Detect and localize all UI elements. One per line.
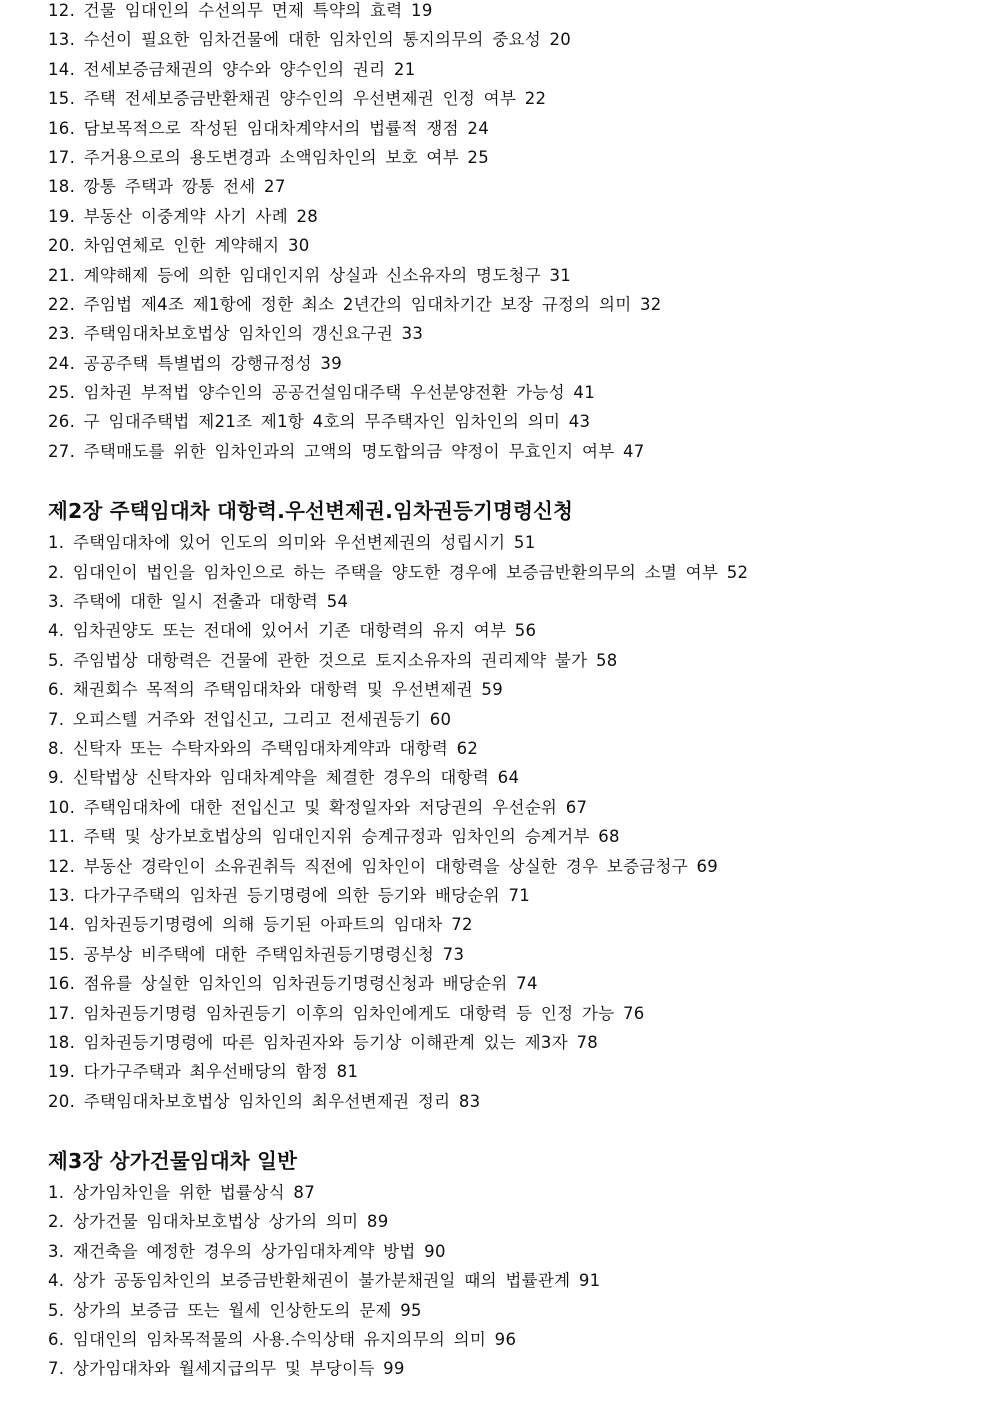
toc-item: 9. 신탁법상 신탁자와 임대차계약을 체결한 경우의 대항력 64 bbox=[48, 768, 520, 788]
toc-item: 21. 계약해제 등에 의한 임대인지위 상실과 신소유자의 명도청구 31 bbox=[48, 265, 572, 285]
toc-item: 8. 신탁자 또는 수탁자와의 주택임대차계약과 대항력 62 bbox=[48, 738, 479, 758]
toc-item: 18. 깡통 주택과 깡통 전세 27 bbox=[48, 177, 286, 197]
toc-item: 12. 부동산 경락인이 소유권취득 직전에 임차인이 대항력을 상실한 경우 보증금청구 69 bbox=[48, 856, 719, 876]
toc-item: 15. 공부상 비주택에 대한 주택임차권등기명령신청 73 bbox=[48, 944, 465, 964]
toc-item: 11. 주택 및 상가보호법상의 임대인지위 승계규정과 임차인의 승계거부 68 bbox=[48, 827, 620, 847]
toc-item: 19. 다가구주택과 최우선배당의 함정 81 bbox=[48, 1062, 359, 1082]
toc-item: 6. 채권회수 목적의 주택임대차와 대항력 및 우선변제권 59 bbox=[48, 680, 504, 700]
toc-item: 4. 상가 공동임차인의 보증금반환채권이 불가분채권일 때의 법률관계 91 bbox=[48, 1271, 601, 1291]
toc-item: 5. 상가의 보증금 또는 월세 인상한도의 문제 95 bbox=[48, 1300, 422, 1320]
toc-item: 4. 임차권양도 또는 전대에 있어서 기존 대항력의 유지 여부 56 bbox=[48, 621, 537, 641]
toc-item: 5. 주임법상 대항력은 건물에 관한 것으로 토지소유자의 권리제약 불가 58 bbox=[48, 650, 618, 670]
toc-item: 16. 담보목적으로 작성된 임대차계약서의 법률적 쟁점 24 bbox=[48, 118, 490, 138]
chapter-title: 제3장 상가건물임대차 일반 bbox=[48, 1149, 298, 1174]
toc-item: 27. 주택매도를 위한 임차인과의 고액의 명도합의금 약정이 무효인지 여부 47 bbox=[48, 441, 645, 461]
toc-list bbox=[48, 1178, 968, 1384]
toc-item: 22. 주임법 제4조 제1항에 정한 최소 2년간의 임대차기간 보장 규정의 의미 32 bbox=[48, 294, 662, 314]
toc-section-chapter-3 bbox=[48, 1144, 968, 1384]
toc-list bbox=[48, 528, 968, 1116]
toc-item: 19. 부동산 이중계약 사기 사례 28 bbox=[48, 206, 319, 226]
toc-item: 6. 임대인의 임차목적물의 사용.수익상태 유지의무의 의미 96 bbox=[48, 1330, 517, 1350]
toc-item: 7. 상가임대차와 월세지급의무 및 부당이득 99 bbox=[48, 1359, 405, 1379]
chapter-title: 제2장 주택임대차 대항력.우선변제권.임차권등기명령신청 bbox=[48, 499, 574, 524]
toc-item: 20. 주택임대차보호법상 임차인의 최우선변제권 정리 83 bbox=[48, 1091, 481, 1111]
toc-item: 25. 임차권 부적법 양수인의 공공건설임대주택 우선분양전환 가능성 41 bbox=[48, 383, 596, 403]
toc-item: 16. 점유를 상실한 임차인의 임차권등기명령신청과 배당순위 74 bbox=[48, 974, 538, 994]
toc-item: 13. 수선이 필요한 임차건물에 대한 임차인의 통지의무의 중요성 20 bbox=[48, 30, 572, 50]
toc-item: 14. 임차권등기명령에 의해 등기된 아파트의 임대차 72 bbox=[48, 915, 473, 935]
toc-item: 3. 주택에 대한 일시 전출과 대항력 54 bbox=[48, 592, 349, 612]
toc-item: 7. 오피스텔 거주와 전입신고, 그리고 전세권등기 60 bbox=[48, 709, 452, 729]
toc-item: 23. 주택임대차보호법상 임차인의 갱신요구권 33 bbox=[48, 324, 424, 344]
toc-section-continued bbox=[48, 0, 968, 466]
toc-item: 1. 주택임대차에 있어 인도의 의미와 우선변제권의 성립시기 51 bbox=[48, 533, 536, 553]
toc-section-chapter-2 bbox=[48, 494, 968, 1116]
toc-item: 17. 주거용으로의 용도변경과 소액임차인의 보호 여부 25 bbox=[48, 147, 490, 167]
toc-item: 26. 구 임대주택법 제21조 제1항 4호의 무주택자인 임차인의 의미 43 bbox=[48, 412, 591, 432]
toc-item: 13. 다가구주택의 임차권 등기명령에 의한 등기와 배당순위 71 bbox=[48, 885, 531, 905]
toc-item: 15. 주택 전세보증금반환채권 양수인의 우선변제권 인정 여부 22 bbox=[48, 89, 547, 109]
toc-item: 1. 상가임차인을 위한 법률상식 87 bbox=[48, 1183, 315, 1203]
toc-item: 17. 임차권등기명령 임차권등기 이후의 임차인에게도 대항력 등 인정 가능 76 bbox=[48, 1003, 645, 1023]
toc-item: 2. 임대인이 법인을 임차인으로 하는 주택을 양도한 경우에 보증금반환의무의 소멸 여부 52 bbox=[48, 562, 749, 582]
toc-page bbox=[48, 0, 968, 1384]
toc-item: 24. 공공주택 특별법의 강행규정성 39 bbox=[48, 353, 343, 373]
toc-list bbox=[48, 0, 968, 466]
toc-item: 20. 차임연체로 인한 계약해지 30 bbox=[48, 236, 310, 256]
toc-item: 12. 건물 임대인의 수선의무 면제 특약의 효력 19 bbox=[48, 1, 433, 20]
toc-item: 14. 전세보증금채권의 양수와 양수인의 권리 21 bbox=[48, 59, 416, 79]
toc-item: 3. 재건축을 예정한 경우의 상가임대차계약 방법 90 bbox=[48, 1241, 446, 1261]
toc-item: 2. 상가건물 임대차보호법상 상가의 의미 89 bbox=[48, 1212, 389, 1232]
toc-item: 10. 주택임대차에 대한 전입신고 및 확정일자와 저당권의 우선순위 67 bbox=[48, 797, 588, 817]
toc-item: 18. 임차권등기명령에 따른 임차권자와 등기상 이해관계 있는 제3자 78 bbox=[48, 1032, 599, 1052]
